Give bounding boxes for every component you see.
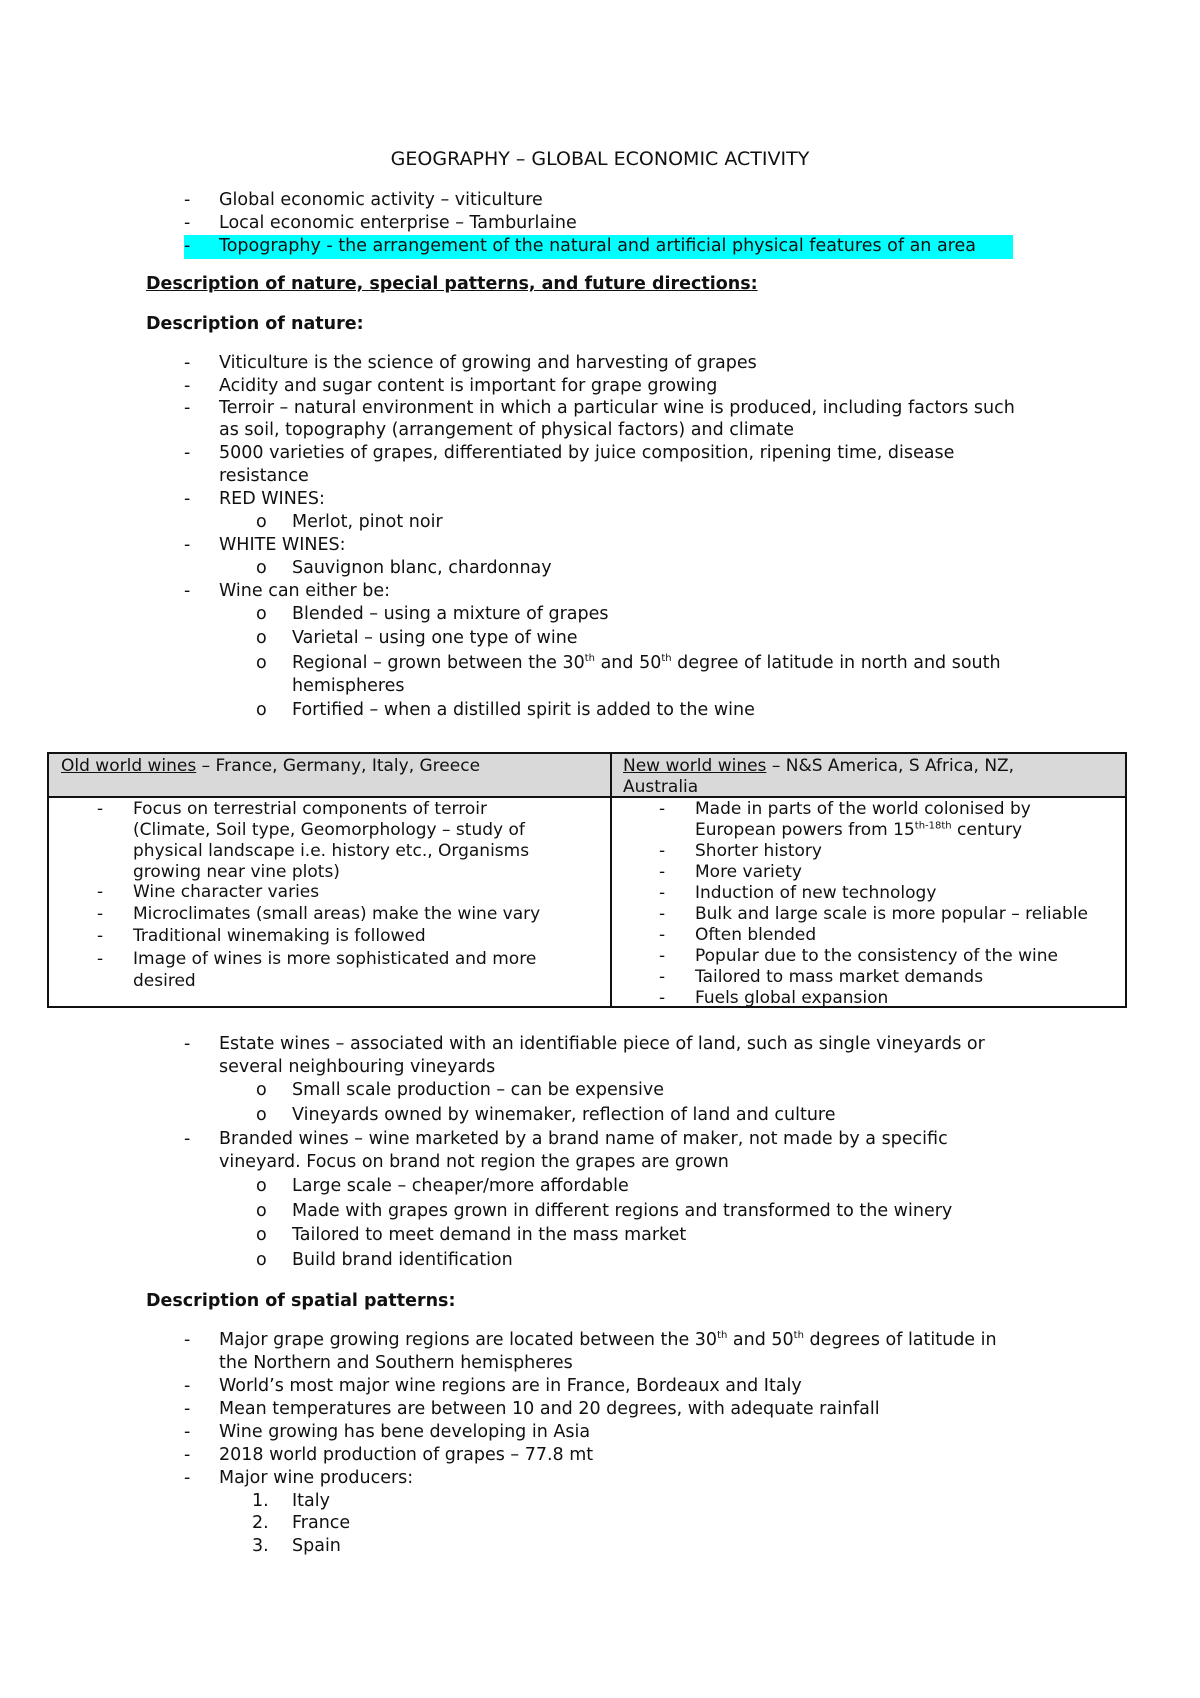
table-cell-text: physical landscape i.e. history etc., Organisms xyxy=(133,841,530,861)
highlighted-list-item: - Topography - the arrangement of the natural and artificial physical features of an area xyxy=(184,235,1013,259)
table-cell-text: Microclimates (small areas) make the wine vary xyxy=(133,904,541,924)
document-page: GEOGRAPHY – GLOBAL ECONOMIC ACTIVITY - Global economic activity – viticulture - Local economic enterprise – Tamburlaine - Topography - the arrangement of the natural and artificial physical features of an area Description of nature, special patterns, and future directions: Description of nature: - Viticulture is the science of growing and harvesting of grapes - Acidity and sugar content is important for grape growing - Terroir – natural environment in which a particular wine is produced, including factors such as soil, topography (arrangement of physical factors) and climate - 5000 varieties of grapes, differentiated by juice composition, ripening time, disease resistance - RED WINES: o Merlot, pinot noir - WHITE WINES: o Sauvignon blanc, chardonnay - Wine can either be: o Blended – using a mixture of grapes o Varietal – using one type of wine o Regional – grown between the 30th and 50th degree of latitude in north and south hemispheres o Fortified – when a distilled spirit is added to the wine Old world wines – France, Germany, Italy, Greece New world wines – N&S America, S Africa, NZ, Australia - Focus on terrestrial components of terroir (Climate, Soil type, Geomorphology – study of physical landscape i.e. history etc., Organisms growing near vine plots) - Wine character varies - Microclimates (small areas) make the wine vary - Traditional winemaking is followed - Image of wines is more sophisticated and more desired - Made in parts of the world colonised by European powers from $15^{th-18th}$ century - Shorter history - More variety - Induction of new technology - Bulk and large scale is more popular – reliable - Often blended - Popular due to the consistency of the wine - Tailored to mass market demands - Fuels global expansion - Estate wines – associated with an identifiable piece of land, such as single vineyards or several neighbouring vineyards o Small scale production – can be expensive o Vineyards owned by winemaker, reflection of land and culture - Branded wines – wine marketed by a brand name of maker, not made by a specific vineyard. Focus on brand not region the grapes are grown o Large scale – cheaper/more affordable o Made with grapes grown in different regions and transformed to the winery o Tailored to meet demand in the mass market o Build brand identification Description of spatial patterns: - Major grape growing regions are located between the 30th and 50th degrees of latitude in the Northern and Southern hemispheres - World’s most major wine regions are in France, Bordeaux and Italy - Mean temperatures are between 10 and 20 degrees, with adequate rainfall - Wine growing has bene developing in Asia - 2018 world production of grapes – 77.8 mt - Major wine producers: 1. Italy 2. France 3. Spain xyxy=(0,0,1200,1698)
section-heading-nature: Description of nature: xyxy=(146,314,364,334)
table-cell-text: Made in parts of the world colonised by xyxy=(695,799,1031,819)
table-cell-text: Popular due to the consistency of the wine xyxy=(695,946,1058,966)
table-cell-text: Traditional winemaking is followed xyxy=(133,926,426,946)
table-cell-text: Tailored to mass market demands xyxy=(695,967,984,987)
table-cell-text: More variety xyxy=(695,862,802,882)
table-header-old-world: Old world wines – France, Germany, Italy, Greece xyxy=(61,756,481,776)
table-cell-text: Bulk and large scale is more popular – reliable xyxy=(695,904,1089,924)
table-column-divider xyxy=(610,754,612,1006)
section-heading-main: Description of nature, special patterns, and future directions: xyxy=(146,274,758,294)
wine-comparison-table: Old world wines – France, Germany, Italy, Greece New world wines – N&S America, S Africa, NZ, Australia - Focus on terrestrial components of terroir (Climate, Soil type, Geomorphology – study of physical landscape i.e. history etc., Organisms growing near vine plots) - Wine character varies - Microclimates (small areas) make the wine vary - Traditional winemaking is followed - Image of wines is more sophisticated and more desired - Made in parts of the world colonised by European powers from $15^{th-18th}$ century - Shorter history - More variety - Induction of new technology - Bulk and large scale is more popular – reliable - Often blended - Popular due to the consistency of the wine - Tailored to mass market demands - Fuels global expansion xyxy=(47,752,1127,1008)
table-cell-text: Wine character varies xyxy=(133,882,320,902)
table-cell-text: Often blended xyxy=(695,925,817,945)
table-cell-text: European powers from $15^{th-18th}$ century xyxy=(695,820,1023,840)
table-cell-text: Image of wines is more sophisticated and more xyxy=(133,949,537,969)
table-cell-text: Shorter history xyxy=(695,841,822,861)
table-cell-text: desired xyxy=(133,971,196,991)
section-heading-spatial: Description of spatial patterns: xyxy=(146,1291,456,1311)
table-cell-text: Induction of new technology xyxy=(695,883,937,903)
table-cell-text: Focus on terrestrial components of terroir xyxy=(133,799,487,819)
table-header-new-world: New world wines – N&S America, S Africa, NZ, Australia xyxy=(623,756,1015,797)
table-cell-text: (Climate, Soil type, Geomorphology – study of xyxy=(133,820,525,840)
table-cell-text: growing near vine plots) xyxy=(133,862,340,882)
table-cell-text: Fuels global expansion xyxy=(695,988,889,1008)
page-title: GEOGRAPHY – GLOBAL ECONOMIC ACTIVITY xyxy=(390,148,810,170)
